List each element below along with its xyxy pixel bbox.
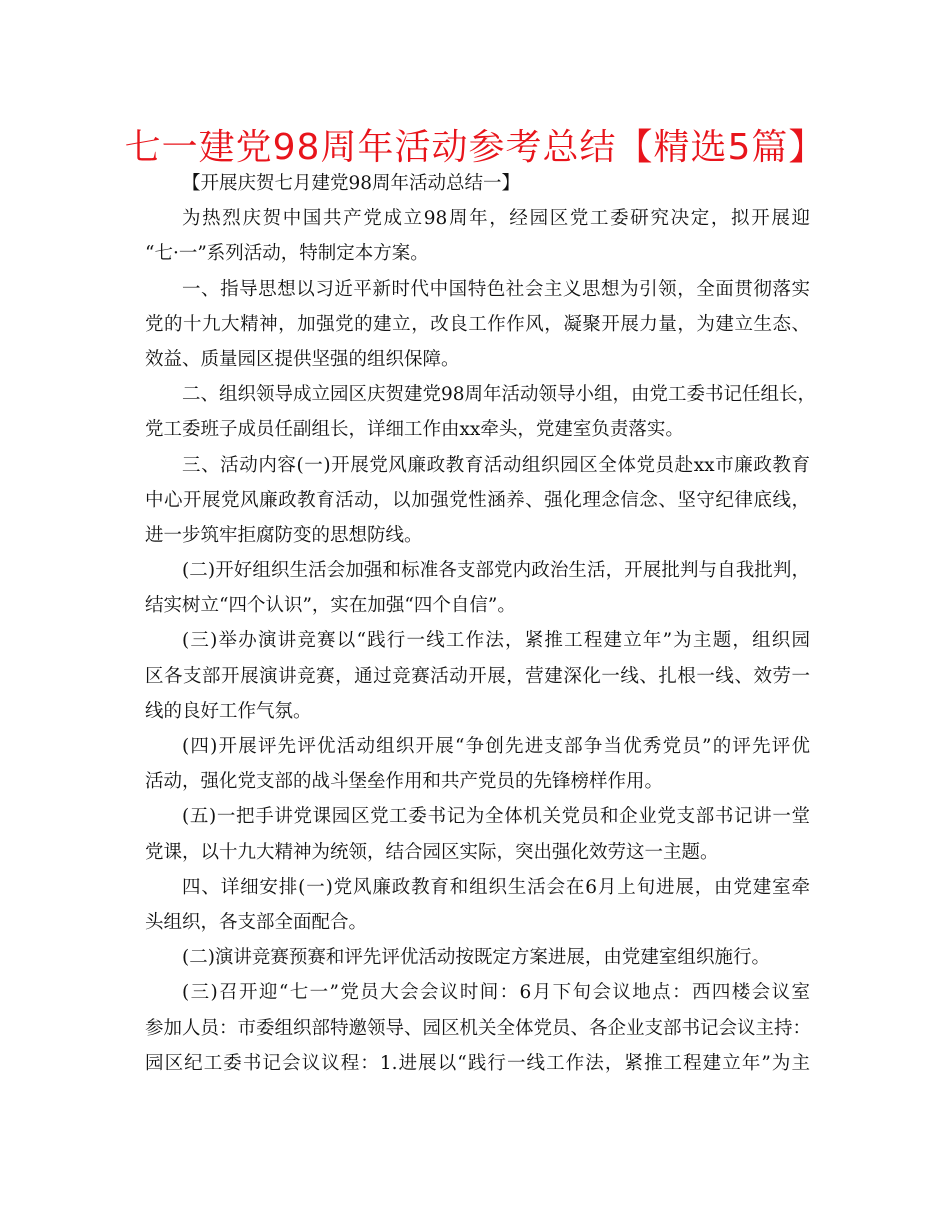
- paragraph-line: 四、详细安排(一)党风廉政教育和组织生活会在6月上旬进展，由党建室牵: [182, 876, 810, 898]
- paragraph-line: 头组织，各支部全面配合。: [145, 911, 368, 933]
- paragraph-line: 区各支部开展演讲竞赛，通过竞赛活动开展，营建深化一线、扎根一线、效劳一: [145, 665, 810, 687]
- paragraph-line: 为热烈庆贺中国共产党成立98周年，经园区党工委研究决定，拟开展迎: [182, 208, 810, 230]
- paragraph-line: 中心开展党风廉政教育活动，以加强党性涵养、强化理念信念、坚守纪律底线，: [145, 489, 810, 511]
- paragraph-line: 效益、质量园区提供坚强的组织保障。: [145, 348, 460, 370]
- paragraph-line: 党课，以十九大精神为统领，结合园区实际，突出强化效劳这一主题。: [145, 841, 719, 863]
- paragraph-line: 党的十九大精神，加强党的建立，改良工作作风，凝聚开展力量，为建立生态、: [145, 313, 810, 335]
- paragraph-line: 进一步筑牢拒腐防变的思想防线。: [145, 524, 423, 546]
- paragraph-line: 三、活动内容(一)开展党风廉政教育活动组织园区全体党员赴xx市廉政教育: [182, 454, 810, 476]
- paragraph-line: (二)演讲竞赛预赛和评先评优活动按既定方案进展，由党建室组织施行。: [182, 947, 770, 969]
- paragraph-line: (五)一把手讲党课园区党工委书记为全体机关党员和企业党支部书记讲一堂: [182, 806, 810, 828]
- document-title: 七一建党98周年活动参考总结【精选5篇】: [124, 127, 826, 168]
- paragraph-line: “七·一”系列活动，特制定本方案。: [145, 243, 429, 265]
- paragraph-line: 二、组织领导成立园区庆贺建党98周年活动领导小组，由党工委书记任组长，: [182, 384, 817, 406]
- paragraph-line: (四)开展评先评优活动组织开展“争创先进支部争当优秀党员”的评先评优: [182, 736, 810, 757]
- paragraph-line: 活动，强化党支部的战斗堡垒作用和共产党员的先锋榜样作用。: [145, 771, 664, 793]
- paragraph-line: (二)开好组织生活会加强和标准各支部党内政治生活，开展批判与自我批判，: [182, 560, 810, 582]
- paragraph-line: 党工委班子成员任副组长，详细工作由xx牵头，党建室负责落实。: [145, 419, 684, 441]
- paragraph-line: 结实树立“四个认识”，实在加强“四个自信”。: [145, 595, 516, 617]
- paragraph-line: 园区纪工委书记会议议程：1.进展以“践行一线工作法，紧推工程建立年”为主: [145, 1052, 810, 1074]
- document-body: [145, 166, 817, 1081]
- paragraph-line: (三)召开迎“七一”党员大会会议时间：6月下旬会议地点：西四楼会议室: [182, 982, 810, 1004]
- paragraph-line: 线的良好工作气氛。: [145, 700, 312, 722]
- paragraph-line: 一、指导思想以习近平新时代中国特色社会主义思想为引领，全面贯彻落实: [182, 278, 810, 300]
- paragraph-line: (三)举办演讲竞赛以“践行一线工作法，紧推工程建立年”为主题，组织园: [182, 630, 810, 652]
- paragraph-line: 参加人员：市委组织部特邀领导、园区机关全体党员、各企业支部书记会议主持：: [145, 1017, 812, 1039]
- section-heading: 【开展庆贺七月建党98周年活动总结一】: [182, 173, 521, 194]
